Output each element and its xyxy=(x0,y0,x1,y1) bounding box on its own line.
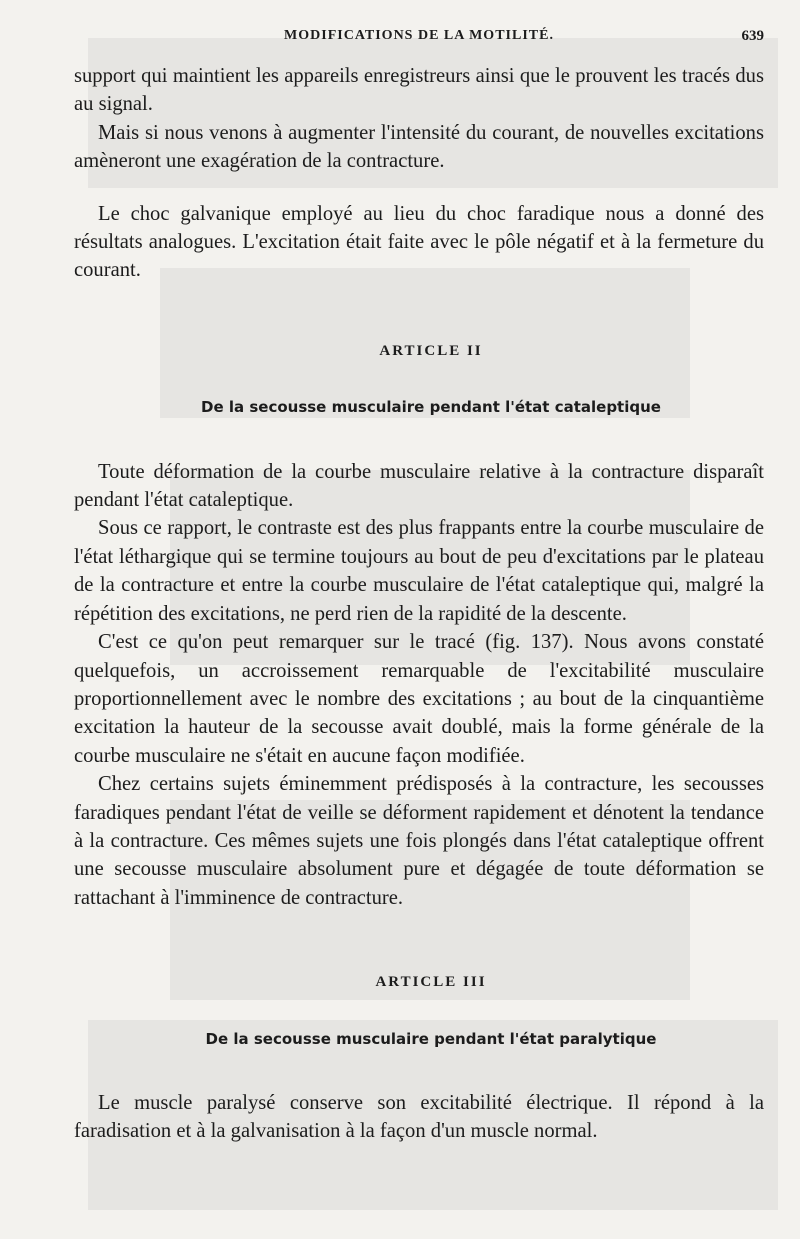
paragraph: Le muscle paralysé conserve son excitabilité électrique. Il répond à la faradisation et à la galvanisation à la façon d'un muscle normal. xyxy=(74,1091,764,1143)
page-header xyxy=(74,28,764,50)
paragraph: Chez certains sujets éminemment prédisposés à la contracture, les secousses faradiques pendant l'état de veille se déforment rapidement et dénotent la tendance à la contracture. Ces mêmes sujets une fois plongés dans l'état cataleptique offrent une secousse musculaire absolument pure et dégagée de toute déformation se rattachant à l'imminence de contracture. xyxy=(74,773,764,909)
paragraph: support qui maintient les appareils enregistreurs ainsi que le prouvent les tracés dus au signal. xyxy=(74,65,764,116)
article-heading: ARTICLE III xyxy=(375,974,487,991)
paragraph: Le choc galvanique employé au lieu du choc faradique nous a donné des résultats analogues. L'excitation était faite avec le pôle négatif et à la fermeture du courant. xyxy=(74,202,764,282)
paragraph: C'est ce qu'on peut remarquer sur le tracé (fig. 137). Nous avons constaté quelquefois, un accroissement remarquable de l'excitabilité musculaire proportionnellement avec le nombre des excitations ; au bout de la cinquantième excitation la hauteur de la secousse avait doublé, mais la forme générale de la courbe musculaire ne s'était en aucune façon modifiée. xyxy=(74,631,764,767)
page-body xyxy=(74,62,764,1146)
running-head: MODIFICATIONS DE LA MOTILITÉ. xyxy=(284,28,554,43)
paragraph: Sous ce rapport, le contraste est des plus frappants entre la courbe musculaire de l'état léthargique qui se termine toujours au bout de peu d'excitations par le plateau de la contracture et entre la courbe musculaire de l'état cataleptique qui, malgré la répétition des excitations, ne perd rien de la rapidité de la descente. xyxy=(74,517,764,625)
paragraph: Toute déformation de la courbe musculaire relative à la contracture disparaît pendant l'état cataleptique. xyxy=(74,460,764,512)
paragraph: Mais si nous venons à augmenter l'intensité du courant, de nouvelles excitations amèneront une exagération de la contracture. xyxy=(74,121,764,173)
article-heading: ARTICLE II xyxy=(379,342,483,359)
section-title: De la secousse musculaire pendant l'état cataleptique xyxy=(201,398,661,417)
section-title: De la secousse musculaire pendant l'état paralytique xyxy=(205,1029,657,1048)
page-number: 639 xyxy=(741,28,764,44)
